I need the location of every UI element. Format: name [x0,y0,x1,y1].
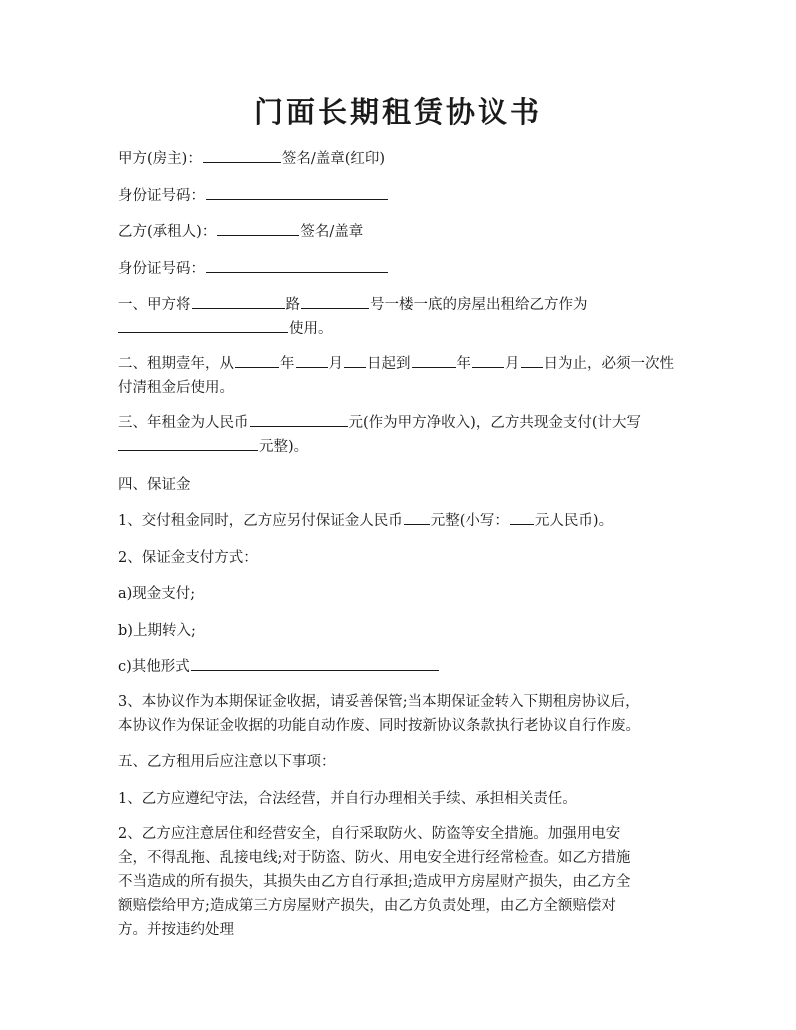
party-a-sign-label: 签名/盖章(红印) [281,151,386,167]
party-a-label: 甲方(房主)： [118,151,202,167]
clause-5-item-2-line: 2、乙方应注意居住和经营安全，自行采取防火、防盗等安全措施。加强用电安 [118,826,621,842]
clause-3-text: 元(作为甲方净收入)，乙方共现金支付(计大写 [348,415,641,431]
end-year-blank[interactable] [412,352,456,368]
party-b-name-blank[interactable] [217,220,299,236]
clause-5-item-1: 1、乙方应遵纪守法，合法经营，并自行办理相关手续、承担相关责任。 [118,791,577,807]
clause-4-item-1 [118,509,688,533]
clause-2-text: 年 [456,356,471,372]
payment-option-other [118,655,688,679]
clause-2 [118,352,688,400]
clause-1-text: 使用。 [289,321,333,337]
party-b-id-blank[interactable] [206,257,388,273]
party-b-id-label: 身份证号码： [118,261,205,277]
clause-2-text: 二、租期壹年，从 [118,356,234,372]
clause-2-text: 月 [505,356,520,372]
clause-1 [118,293,688,341]
clause-5-item-2-line: 不当造成的所有损失，其损失由乙方自行承担;造成甲方房屋财产损失，由乙方全 [118,874,631,890]
party-a-line [118,147,688,171]
house-number-blank[interactable] [301,293,369,309]
deposit-lower-blank[interactable] [510,509,534,525]
usage-blank[interactable] [118,317,288,333]
clause-1-text: 路 [285,297,300,313]
clause-5-item-2-line: 额赔偿给甲方;造成第三方房屋财产损失，由乙方负责处理，由乙方全额赔偿对 [118,898,616,914]
party-a-id-label: 身份证号码： [118,188,205,204]
payment-option-cash: a)现金支付; [118,586,196,602]
clause-4-heading: 四、保证金 [118,477,191,493]
clause-5-item-2-line: 方。并按违约处理 [118,922,234,938]
clause-4-item-1-text: 元整(小写： [430,513,509,529]
payment-option-transfer: b)上期转入; [118,623,196,639]
party-a-name-blank[interactable] [203,147,281,163]
other-method-blank[interactable] [191,655,439,671]
clause-5-item-2-line: 全，不得乱拖、乱接电线;对于防盗、防火、用电安全进行经常检查。如乙方措施 [118,850,631,866]
clause-1-text: 号一楼一底的房屋出租给乙方作为 [370,297,588,313]
clause-1-text: 一、甲方将 [118,297,191,313]
clause-4-item-2: 2、保证金支付方式： [118,550,258,566]
clause-2-text: 年 [280,356,295,372]
party-a-id-line [118,184,688,208]
road-blank[interactable] [192,293,285,309]
party-b-sign-label: 签名/盖章 [300,224,364,240]
party-b-label: 乙方(承租人)： [118,224,217,240]
clause-3 [118,411,688,459]
clause-5-item-2 [118,822,688,942]
clause-5-heading: 五、乙方租用后应注意以下事项： [118,754,336,770]
clause-3-text: 元整)。 [259,439,309,455]
clause-2-text: 日为止，必须一次性 [543,356,674,372]
start-month-blank[interactable] [296,352,328,368]
end-day-blank[interactable] [521,352,543,368]
clause-2-text: 付清租金后使用。 [118,380,234,396]
clause-3-text: 三、年租金为人民币 [118,415,249,431]
party-b-line [118,220,688,244]
payment-option-other-label: c)其他形式 [118,659,190,675]
rent-capital-blank[interactable] [118,435,258,451]
clause-4-item-3 [118,690,688,738]
start-year-blank[interactable] [235,352,279,368]
clause-2-text: 日起到 [367,356,411,372]
deposit-amount-blank[interactable] [404,509,430,525]
clause-4-item-1-text: 元人民币)。 [534,513,614,529]
clause-2-text: 月 [328,356,343,372]
end-month-blank[interactable] [472,352,504,368]
clause-4-item-1-text: 1、交付租金同时，乙方应另付保证金人民币 [118,513,403,529]
clause-4-item-3-line: 本协议作为保证金收据的功能自动作废、同时按新协议条款执行老协议自行作废。 [118,718,640,734]
clause-4-item-3-line: 3、本协议作为本期保证金收据，请妥善保管;当本期保证金转入下期租房协议后， [118,694,640,710]
party-b-id-line [118,257,688,281]
document-title: 门面长期租赁协议书 [253,95,542,129]
start-day-blank[interactable] [344,352,366,368]
annual-rent-blank[interactable] [250,411,348,427]
party-a-id-blank[interactable] [206,184,388,200]
